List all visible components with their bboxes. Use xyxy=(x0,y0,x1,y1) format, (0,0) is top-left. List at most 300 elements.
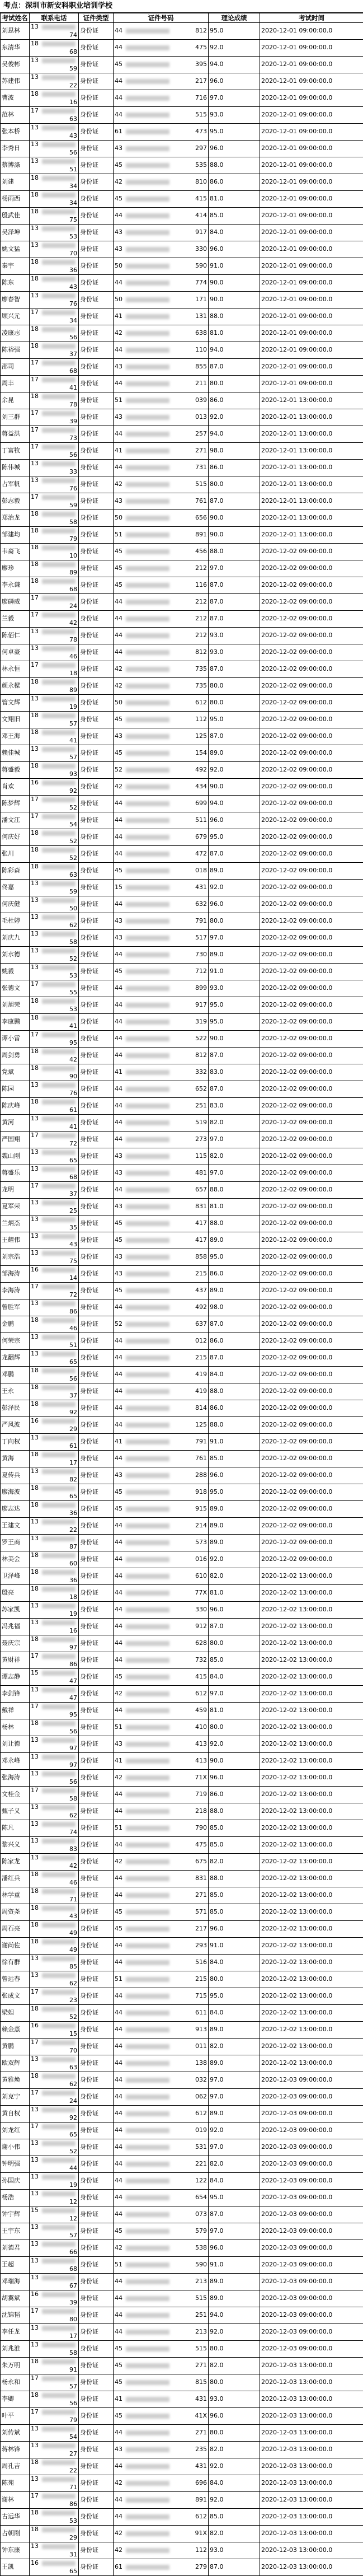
table-body xyxy=(1,23,363,2576)
cell-exam-time xyxy=(260,409,363,426)
phone-prefix: 13 xyxy=(31,1854,39,1861)
phone-suffix: 50 xyxy=(69,905,77,913)
redacted-mark xyxy=(126,1137,169,1142)
name-text: 王宇东 xyxy=(2,2227,20,2234)
id-prefix: 44 xyxy=(115,1555,122,1563)
phone-suffix: 12 xyxy=(69,2215,77,2223)
score-text: 87.0 xyxy=(210,850,224,857)
table-row xyxy=(1,2475,363,2492)
table-row xyxy=(1,1031,363,1048)
phone-prefix: 13 xyxy=(31,1803,39,1811)
cell-phone xyxy=(30,1635,79,1652)
cell-phone xyxy=(30,1316,79,1333)
phone-prefix: 17 xyxy=(31,812,39,820)
cell-name xyxy=(1,225,30,241)
cell-phone xyxy=(30,1619,79,1635)
redacted-mark xyxy=(42,2460,76,2465)
table-row xyxy=(1,2106,363,2122)
redacted-mark xyxy=(42,629,76,634)
cell-name xyxy=(1,1837,30,1854)
phone-suffix: 56 xyxy=(69,334,77,342)
cell-score xyxy=(209,644,260,661)
redacted-mark xyxy=(42,344,76,349)
name-text: 徐有群 xyxy=(2,1958,20,1966)
cell-id-number xyxy=(114,1266,209,1283)
cell-id-number xyxy=(114,2492,209,2509)
redacted-mark xyxy=(126,129,169,134)
table-row xyxy=(1,1299,363,1316)
table-row xyxy=(1,829,363,846)
exam-time-text: 2020-12-02 09:00:00.0 xyxy=(261,850,332,857)
cell-score xyxy=(209,1551,260,1568)
name-text: 张本桥 xyxy=(2,128,20,135)
table-row xyxy=(1,2139,363,2156)
exam-time-text: 2020-12-01 09:00:00.0 xyxy=(261,329,332,336)
id-prefix: 15 xyxy=(115,883,122,891)
name-text: 刘克宁 xyxy=(2,2093,20,2100)
id-suffix: 855 xyxy=(195,363,207,371)
name-text: 赖佳城 xyxy=(2,749,20,756)
exam-time-text: 2020-12-03 13:00:00.0 xyxy=(261,2546,332,2554)
name-text: 王凯 xyxy=(2,2563,14,2570)
table-row xyxy=(1,745,363,762)
redacted-mark xyxy=(42,142,76,147)
cell-score xyxy=(209,695,260,712)
table-row xyxy=(1,1165,363,1182)
id-suffix: 434 xyxy=(195,783,207,791)
id-type-text: 身份证 xyxy=(80,1035,98,1042)
exam-time-text: 2020-12-03 09:00:00.0 xyxy=(261,2244,332,2251)
table-row xyxy=(1,762,363,779)
cell-id-number xyxy=(114,1871,209,1887)
id-type-text: 身份证 xyxy=(80,1421,98,1428)
id-type-text: 身份证 xyxy=(80,1438,98,1445)
id-prefix: 45 xyxy=(115,1908,122,1915)
name-text: 曾远春 xyxy=(2,1975,20,1983)
redacted-mark xyxy=(42,1956,76,1961)
exam-time-text: 2020-12-02 09:00:00.0 xyxy=(261,766,332,773)
cell-phone xyxy=(30,863,79,880)
cell-name xyxy=(1,1266,30,1283)
redacted-mark xyxy=(126,700,169,705)
id-prefix: 44 xyxy=(115,1186,122,1193)
phone-suffix: 27 xyxy=(69,2450,77,2458)
redacted-mark xyxy=(126,717,169,722)
cell-id-number xyxy=(114,2223,209,2240)
phone-prefix: 18 xyxy=(31,1098,39,1105)
id-type-text: 身份证 xyxy=(80,1723,98,1731)
cell-exam-time xyxy=(260,124,363,141)
phone-prefix: 13 xyxy=(31,1350,39,1357)
cell-score xyxy=(209,1148,260,1165)
table-row xyxy=(1,476,363,493)
id-suffix: 492 xyxy=(195,1303,207,1312)
cell-score xyxy=(209,1736,260,1753)
exam-time-text: 2020-12-02 09:00:00.0 xyxy=(261,632,332,639)
cell-id-number xyxy=(114,1501,209,1518)
cell-phone xyxy=(30,2559,79,2576)
id-type-text: 身份证 xyxy=(80,1253,98,1260)
exam-time-text: 2020-12-03 09:00:00.0 xyxy=(261,2177,332,2184)
phone-suffix: 46 xyxy=(69,653,77,661)
score-text: 90.0 xyxy=(210,1757,224,1764)
cell-score xyxy=(209,1820,260,1837)
id-suffix: 515 xyxy=(195,2294,207,2303)
phone-suffix: 97 xyxy=(69,1644,77,1652)
exam-time-text: 2020-12-02 09:00:00.0 xyxy=(261,1169,332,1176)
phone-prefix: 18 xyxy=(31,174,39,181)
exam-time-text: 2020-12-01 13:00:00.0 xyxy=(261,514,332,521)
phone-suffix: 31 xyxy=(69,2551,77,2559)
id-suffix: 214 xyxy=(195,1522,207,1530)
id-type-text: 身份证 xyxy=(80,1606,98,1613)
redacted-mark xyxy=(126,280,169,286)
cell-exam-time xyxy=(260,930,363,947)
phone-prefix: 18 xyxy=(31,208,39,215)
phone-prefix: 13 xyxy=(31,880,39,887)
id-type-text: 身份证 xyxy=(80,1270,98,1277)
id-suffix: 791 xyxy=(195,917,207,925)
id-type-text: 身份证 xyxy=(80,1572,98,1579)
redacted-mark xyxy=(42,1973,76,1978)
cell-id-number xyxy=(114,1299,209,1316)
redacted-mark xyxy=(126,1927,169,1932)
id-suffix: 062 xyxy=(195,2093,207,2101)
cell-phone xyxy=(30,2190,79,2206)
cell-phone xyxy=(30,880,79,896)
exam-time-text: 2020-12-01 13:00:00.0 xyxy=(261,464,332,471)
score-text: 90.0 xyxy=(210,531,224,538)
score-text: 84.0 xyxy=(210,2177,224,2184)
score-text: 80.0 xyxy=(210,699,224,706)
phone-prefix: 17 xyxy=(31,2089,39,2096)
score-text: 87.0 xyxy=(210,732,224,740)
id-prefix: 44 xyxy=(115,2210,122,2218)
id-prefix: 41 xyxy=(115,2395,122,2402)
cell-name xyxy=(1,1451,30,1467)
redacted-mark xyxy=(42,646,76,651)
id-suffix: 712 xyxy=(195,967,207,976)
cell-id-type xyxy=(79,1132,114,1148)
id-suffix: 679 xyxy=(195,833,207,841)
cell-phone xyxy=(30,1299,79,1316)
cell-phone xyxy=(30,2274,79,2290)
cell-exam-time xyxy=(260,2190,363,2206)
cell-name xyxy=(1,275,30,292)
cell-id-type xyxy=(79,1098,114,1115)
phone-suffix: 39 xyxy=(69,418,77,426)
table-row xyxy=(1,174,363,191)
exam-time-text: 2020-12-02 09:00:00.0 xyxy=(261,1303,332,1311)
cell-id-type xyxy=(79,1568,114,1585)
exam-time-text: 2020-12-02 09:00:00.0 xyxy=(261,1219,332,1227)
id-suffix: 125 xyxy=(195,732,207,741)
phone-prefix: 13 xyxy=(31,1215,39,1223)
cell-score xyxy=(209,2173,260,2190)
name-text: 杨浩 xyxy=(2,2194,14,2201)
id-prefix: 45 xyxy=(115,564,122,572)
cell-score xyxy=(209,208,260,225)
redacted-mark xyxy=(42,1671,76,1676)
score-text: 82.0 xyxy=(210,2446,224,2453)
phone-suffix: 51 xyxy=(69,166,77,174)
cell-score xyxy=(209,2039,260,2055)
id-suffix: 473 xyxy=(195,128,207,136)
cell-id-number xyxy=(114,1921,209,1938)
score-text: 88.0 xyxy=(210,1219,224,1227)
phone-suffix: 43 xyxy=(69,132,77,141)
score-text: 92.0 xyxy=(210,413,224,420)
cell-id-number xyxy=(114,695,209,712)
cell-name xyxy=(1,1535,30,1551)
cell-score xyxy=(209,1854,260,1871)
id-prefix: 42 xyxy=(115,2530,122,2537)
cell-exam-time xyxy=(260,712,363,728)
id-suffix: 415 xyxy=(195,195,207,203)
id-prefix: 44 xyxy=(115,1807,122,1815)
cell-exam-time xyxy=(260,2542,363,2559)
exam-time-text: 2020-12-01 09:00:00.0 xyxy=(261,44,332,51)
cell-phone xyxy=(30,947,79,964)
redacted-mark xyxy=(126,1775,169,1780)
score-text: 89.0 xyxy=(210,749,224,756)
exam-time-text: 2020-12-01 09:00:00.0 xyxy=(261,279,332,286)
exam-time-text: 2020-12-03 13:00:00.0 xyxy=(261,2429,332,2436)
cell-id-type xyxy=(79,2055,114,2072)
cell-phone xyxy=(30,594,79,611)
cell-phone xyxy=(30,40,79,57)
cell-exam-time xyxy=(260,2156,363,2173)
cell-id-number xyxy=(114,57,209,73)
cell-score xyxy=(209,1753,260,1770)
id-prefix: 44 xyxy=(115,111,122,118)
id-type-text: 身份证 xyxy=(80,111,98,118)
cell-exam-time xyxy=(260,57,363,73)
id-type-text: 身份证 xyxy=(80,2412,98,2419)
id-type-text: 身份证 xyxy=(80,1942,98,1949)
exam-time-text: 2020-12-02 09:00:00.0 xyxy=(261,548,332,555)
cell-name xyxy=(1,1199,30,1215)
cell-id-number xyxy=(114,762,209,779)
cell-name xyxy=(1,1585,30,1602)
cell-score xyxy=(209,1299,260,1316)
phone-suffix: 65 xyxy=(69,2131,77,2139)
exam-time-text: 2020-12-01 13:00:00.0 xyxy=(261,480,332,488)
cell-exam-time xyxy=(260,779,363,796)
cell-id-type xyxy=(79,476,114,493)
redacted-mark xyxy=(42,1184,76,1189)
score-text: 95.0 xyxy=(210,833,224,840)
table-row xyxy=(1,930,363,947)
cell-name xyxy=(1,1501,30,1518)
score-text: 94.0 xyxy=(210,430,224,437)
cell-phone xyxy=(30,73,79,90)
redacted-mark xyxy=(126,2330,169,2335)
cell-exam-time xyxy=(260,141,363,157)
score-text: 88.0 xyxy=(210,1807,224,1815)
table-row xyxy=(1,1686,363,1703)
cell-exam-time xyxy=(260,191,363,208)
id-type-text: 身份证 xyxy=(80,2429,98,2436)
score-text: 81.0 xyxy=(210,1589,224,1596)
id-suffix: 039 xyxy=(195,396,207,405)
exam-time-text: 2020-12-02 09:00:00.0 xyxy=(261,1035,332,1042)
id-type-text: 身份证 xyxy=(80,1455,98,1462)
redacted-mark xyxy=(126,62,169,67)
cell-id-type xyxy=(79,1081,114,1098)
name-text: 邹海涛 xyxy=(2,1270,20,1277)
id-type-text: 身份证 xyxy=(80,2126,98,2134)
cell-id-type xyxy=(79,1165,114,1182)
redacted-mark xyxy=(42,2326,76,2331)
table-row xyxy=(1,2190,363,2206)
phone-suffix: 58 xyxy=(69,1795,77,1803)
cell-score xyxy=(209,997,260,1014)
score-text: 87.0 xyxy=(210,665,224,672)
cell-exam-time xyxy=(260,594,363,611)
cell-name xyxy=(1,1232,30,1249)
id-prefix: 44 xyxy=(115,816,122,824)
cell-id-type xyxy=(79,141,114,157)
cell-score xyxy=(209,1333,260,1350)
redacted-mark xyxy=(126,2346,169,2351)
redacted-mark xyxy=(126,1977,169,1982)
id-type-text: 身份证 xyxy=(80,2194,98,2201)
phone-suffix: 52 xyxy=(69,955,77,964)
cell-score xyxy=(209,2526,260,2542)
id-type-text: 身份证 xyxy=(80,1354,98,1361)
id-suffix: 761 xyxy=(195,1455,207,1463)
exam-time-text: 2020-12-02 09:00:00.0 xyxy=(261,783,332,790)
cell-id-type xyxy=(79,1803,114,1820)
redacted-mark xyxy=(42,327,76,332)
phone-suffix: 37 xyxy=(69,1392,77,1400)
cell-phone xyxy=(30,1669,79,1686)
cell-name xyxy=(1,2425,30,2442)
cell-exam-time xyxy=(260,1635,363,1652)
id-prefix: 45 xyxy=(115,60,122,68)
redacted-mark xyxy=(126,2548,169,2553)
score-text: 82.0 xyxy=(210,2042,224,2050)
table-row xyxy=(1,40,363,57)
cell-score xyxy=(209,964,260,980)
score-text: 82.0 xyxy=(210,1152,224,1160)
cell-name xyxy=(1,2005,30,2022)
id-suffix: 116 xyxy=(195,581,207,590)
cell-exam-time xyxy=(260,2005,363,2022)
phone-prefix: 16 xyxy=(31,779,39,786)
phone-suffix: 34 xyxy=(69,317,77,325)
cell-exam-time xyxy=(260,527,363,544)
exam-time-text: 2020-12-02 09:00:00.0 xyxy=(261,1505,332,1512)
cell-name xyxy=(1,1736,30,1753)
cell-id-number xyxy=(114,2156,209,2173)
id-suffix: 732 xyxy=(195,1656,207,1665)
cell-score xyxy=(209,2190,260,2206)
score-text: 93.0 xyxy=(210,632,224,639)
cell-phone xyxy=(30,1182,79,1199)
id-type-text: 身份证 xyxy=(80,967,98,975)
phone-suffix: 49 xyxy=(69,1946,77,1955)
phone-prefix: 13 xyxy=(31,2425,39,2432)
cell-id-type xyxy=(79,527,114,544)
redacted-mark xyxy=(42,2561,76,2566)
cell-phone xyxy=(30,258,79,275)
cell-name xyxy=(1,1871,30,1887)
name-text: 廖磷威 xyxy=(2,598,20,605)
redacted-mark xyxy=(126,1355,169,1361)
table-row xyxy=(1,258,363,275)
redacted-mark xyxy=(126,1003,169,1008)
cell-phone xyxy=(30,1484,79,1501)
id-type-text: 身份证 xyxy=(80,1925,98,1932)
cell-phone xyxy=(30,1266,79,1283)
phone-suffix: 59 xyxy=(69,65,77,73)
exam-time-text: 2020-12-02 09:00:00.0 xyxy=(261,1421,332,1428)
cell-id-type xyxy=(79,2156,114,2173)
name-text: 黎兴义 xyxy=(2,1841,20,1848)
phone-prefix: 18 xyxy=(31,2072,39,2079)
phone-suffix: 62 xyxy=(69,1812,77,1820)
cell-id-type xyxy=(79,1635,114,1652)
cell-phone xyxy=(30,1048,79,1064)
table-row xyxy=(1,1602,363,1619)
id-type-text: 身份证 xyxy=(80,279,98,286)
cell-id-number xyxy=(114,2341,209,2358)
cell-score xyxy=(209,392,260,409)
cell-exam-time xyxy=(260,1333,363,1350)
cell-name xyxy=(1,930,30,947)
name-text: 余昆 xyxy=(2,396,14,404)
redacted-mark xyxy=(126,2498,169,2503)
exam-time-text: 2020-12-02 13:00:00.0 xyxy=(261,1673,332,1680)
name-text: 刘让德 xyxy=(2,1740,20,1747)
cell-phone xyxy=(30,1837,79,1854)
redacted-mark xyxy=(126,852,169,857)
cell-score xyxy=(209,611,260,628)
cell-phone xyxy=(30,1115,79,1132)
table-row xyxy=(1,2223,363,2240)
id-suffix: 612 xyxy=(195,1690,207,1698)
redacted-mark xyxy=(126,482,169,487)
redacted-mark xyxy=(126,1020,169,1025)
cell-id-number xyxy=(114,913,209,930)
cell-id-type xyxy=(79,964,114,980)
cell-name xyxy=(1,1820,30,1837)
cell-score xyxy=(209,712,260,728)
score-text: 91.0 xyxy=(210,1438,224,1445)
phone-suffix: 36 xyxy=(69,1509,77,1518)
cell-name xyxy=(1,1316,30,1333)
cell-id-type xyxy=(79,2341,114,2358)
table-row xyxy=(1,644,363,661)
cell-id-type xyxy=(79,2307,114,2324)
redacted-mark xyxy=(126,801,169,806)
id-prefix: 44 xyxy=(115,1589,122,1596)
exam-time-text: 2020-12-02 09:00:00.0 xyxy=(261,1051,332,1059)
score-text: 88.0 xyxy=(210,1421,224,1428)
cell-name xyxy=(1,1350,30,1367)
id-suffix: 073 xyxy=(195,2210,207,2219)
id-prefix: 44 xyxy=(115,1102,122,1109)
name-text: 孙国庆 xyxy=(2,2177,20,2184)
cell-id-number xyxy=(114,1132,209,1148)
name-text: 陈凡 xyxy=(2,1824,14,1831)
cell-phone xyxy=(30,2089,79,2106)
name-text: 邓王海 xyxy=(2,732,20,740)
score-text: 92.0 xyxy=(210,1555,224,1563)
phone-suffix: 72 xyxy=(69,1291,77,1299)
